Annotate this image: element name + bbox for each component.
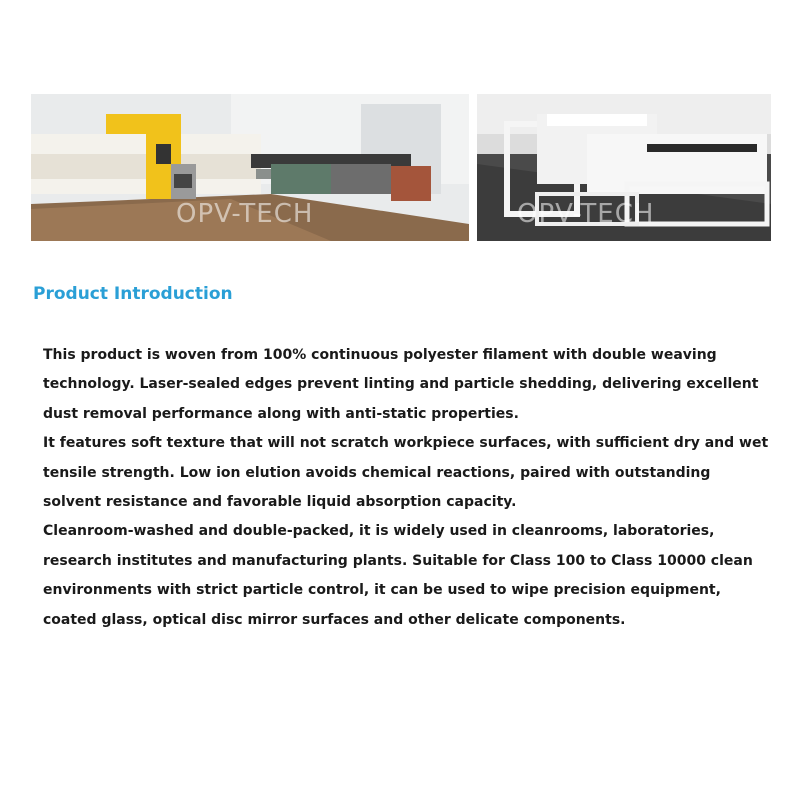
watermark-text: OPV-TECH	[517, 199, 655, 229]
description-paragraph: Cleanroom-washed and double-packed, it is widely used in cleanrooms, laboratories, research institutes and manufacturing plants. Suitable for Class 100 to Class 10000 clean environments with strict particle control, it can be used to wipe precision equipment, coated glass, optical disc mirror surfaces and other delicate components.	[43, 523, 753, 628]
watermark-text: OPV-TECH	[176, 199, 314, 229]
product-description	[43, 341, 773, 635]
cleanroom-carts-photo	[477, 94, 771, 241]
description-paragraph: It features soft texture that will not scratch workpiece surfaces, with sufficient dry and wet tensile strength. Low ion elution avoids chemical reactions, paired with outstanding solvent resistance and favorable liquid absorption capacity.	[43, 435, 769, 511]
description-paragraph: This product is woven from 100% continuous polyester filament with double weaving technology. Laser-sealed edges prevent linting and particle shedding, delivering excellent dust removal performance along with anti-static properties.	[43, 347, 759, 422]
laser-cutting-machine-photo	[31, 94, 469, 241]
section-title: Product Introduction	[33, 284, 233, 304]
